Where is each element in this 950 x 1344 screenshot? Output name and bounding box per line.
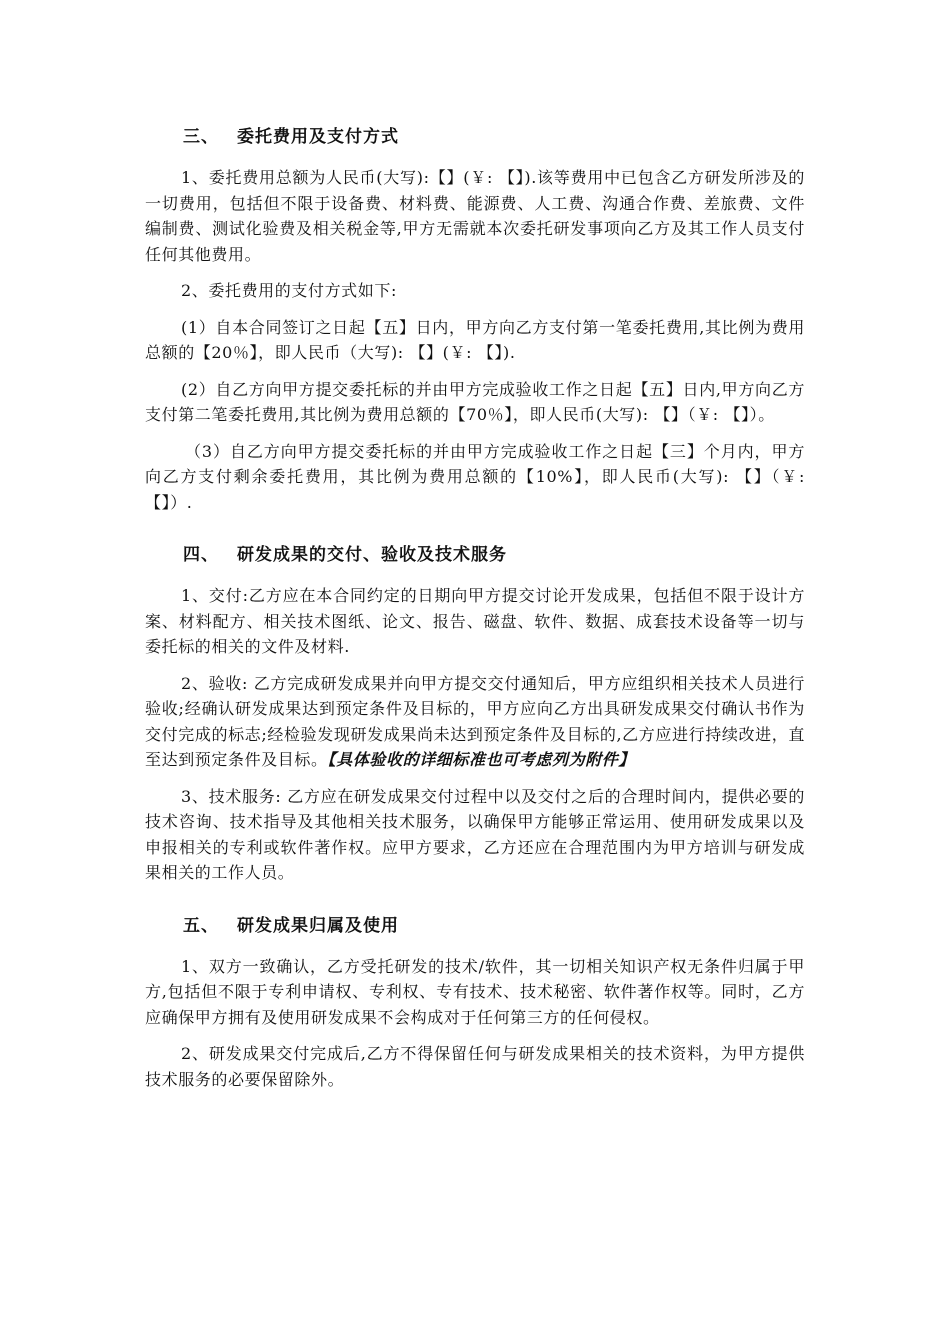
section-4-paragraph-2-text: 2、验收: 乙方完成研发成果并向甲方提交交付通知后，甲方应组织相关技术人员进行验收;经确认研发成果达到预定条件及目标的，甲方应向乙方出具研发成果交付确认书作为交付完成的标志;经检验发现研发成果尚未达到预定条件及目标的,乙方应进行持续改进，直至达到预定条件及目标。 [145,673,805,769]
section-4-paragraph-3: 3、技术服务: 乙方应在研发成果交付过程中以及交付之后的合理时间内，提供必要的技术咨询、技术指导及其他相关技术服务，以确保甲方能够正常运用、使用研发成果以及申报相关的专利或软件著作权。应甲方要求，乙方还应在合理范围内为甲方培训与研发成果相关的工作人员。 [145,786,805,882]
section-3-title: 委托费用及支付方式 [237,127,399,147]
document-body [145,122,805,1103]
section-5-heading [145,911,805,936]
section-5-paragraph-1: 1、双方一致确认，乙方受托研发的技术/软件，其一切相关知识产权无条件归属于甲方,包括但不限于专利申请权、专利权、专有技术、技术秘密、软件著作权等。同时，乙方应确保甲方拥有及使用研发成果不会构成对于任何第三方的任何侵权。 [145,956,805,1027]
section-4-heading [145,540,805,565]
section-3-paragraph-5: （3）自乙方向甲方提交委托标的并由甲方完成验收工作之日起【三】个月内，甲方向乙方支付剩余委托费用，其比例为费用总额的【10%】，即人民币(大写): 【】（￥: 【】）. [145,441,805,512]
section-3-paragraph-2: 2、委托费用的支付方式如下: [181,281,397,300]
section-3-number: 三、 [183,127,219,147]
section-3-heading [145,122,805,147]
section-4-number: 四、 [183,545,219,565]
section-5-paragraph-2: 2、研发成果交付完成后,乙方不得保留任何与研发成果相关的技术资料，为甲方提供技术服务的必要保留除外。 [145,1044,805,1089]
section-3-paragraph-3: (1）自本合同签订之日起【五】日内，甲方向乙方支付第一笔委托费用,其比例为费用总额的【20％】，即人民币（大写): 【】(￥: 【】). [145,317,805,362]
section-4-paragraph-2 [145,671,805,773]
section-4-paragraph-1: 1、交付:乙方应在本合同约定的日期向甲方提交讨论开发成果，包括但不限于设计方案、材料配方、相关技术图纸、论文、报告、磁盘、软件、数据、成套技术设备等一切与委托标的相关的文件及材料. [145,586,805,656]
section-3-paragraph-4: (2）自乙方向甲方提交委托标的并由甲方完成验收工作之日起【五】日内,甲方向乙方支付第二笔委托费用,其比例为费用总额的【70％】，即人民币(大写): 【】（￥: 【】）。 [145,379,805,424]
section-5-title: 研发成果归属及使用 [237,915,399,936]
acceptance-standard-note: 【具体验收的详细标准也可考虑列为附件】 [327,750,636,769]
section-5-number: 五、 [183,915,219,936]
section-3-paragraph-1: 1、委托费用总额为人民币(大写):【】(￥: 【】).该等费用中已包含乙方研发所涉及的一切费用，包括但不限于设备费、材料费、能源费、人工费、沟通合作费、差旅费、文件编制费、测试化验费及相关税金等,甲方无需就本次委托研发事项向乙方及其工作人员支付任何其他费用。 [145,168,805,264]
section-4-title: 研发成果的交付、验收及技术服务 [237,545,507,565]
